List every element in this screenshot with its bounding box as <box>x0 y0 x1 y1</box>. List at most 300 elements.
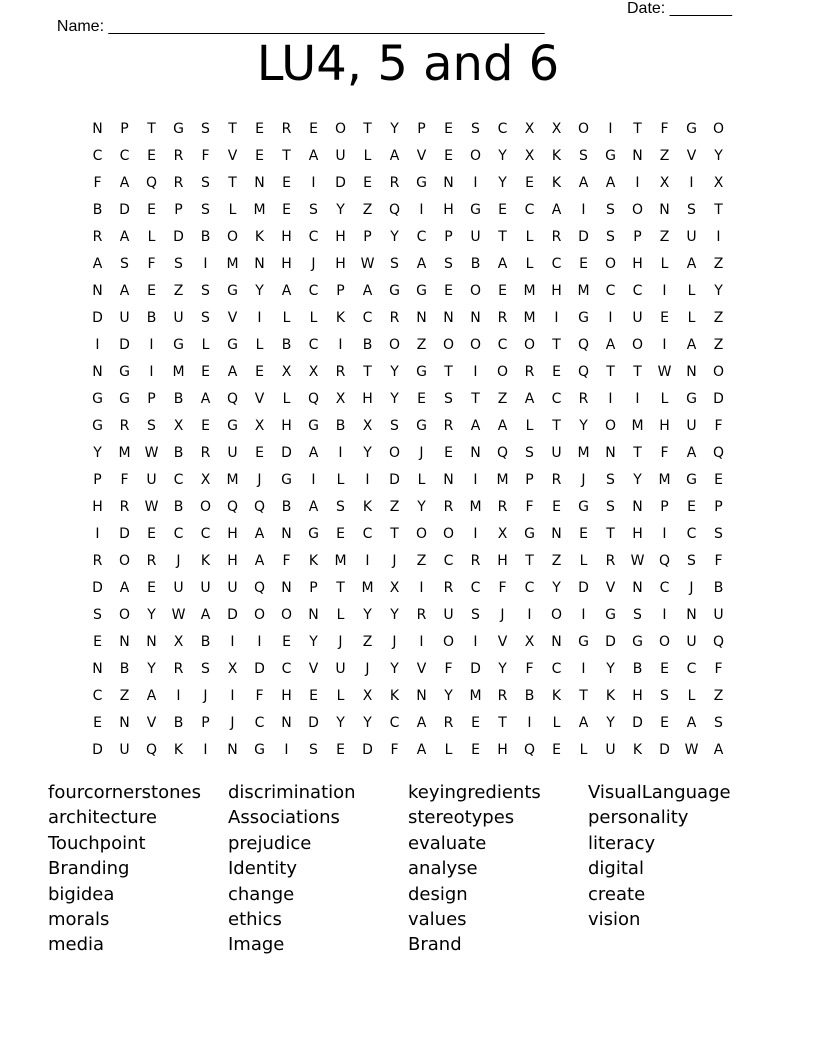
grid-cell[interactable]: H <box>443 201 454 218</box>
grid-cell[interactable]: I <box>581 660 586 677</box>
grid-cell[interactable]: C <box>443 552 454 569</box>
grid-cell[interactable]: I <box>284 741 289 758</box>
grid-cell[interactable]: I <box>257 633 262 650</box>
grid-cell[interactable]: A <box>605 174 616 191</box>
grid-cell[interactable]: Y <box>498 660 507 677</box>
grid-cell[interactable]: K <box>605 687 616 704</box>
grid-cell[interactable]: E <box>552 741 561 758</box>
grid-cell[interactable]: I <box>230 633 235 650</box>
grid-cell[interactable]: Q <box>307 390 320 407</box>
grid-cell[interactable]: T <box>579 687 588 704</box>
grid-cell[interactable]: E <box>498 201 507 218</box>
grid-cell[interactable]: P <box>147 390 156 407</box>
grid-cell[interactable]: A <box>416 255 427 272</box>
grid-cell[interactable]: V <box>308 660 319 677</box>
grid-cell[interactable]: E <box>579 255 588 272</box>
grid-cell[interactable]: L <box>552 714 561 731</box>
grid-cell[interactable]: R <box>389 174 400 191</box>
grid-cell[interactable]: Y <box>363 606 372 623</box>
grid-cell[interactable]: T <box>282 147 291 164</box>
grid-cell[interactable]: W <box>171 606 186 623</box>
grid-cell[interactable]: Y <box>417 498 426 515</box>
grid-cell[interactable]: N <box>281 525 292 542</box>
grid-cell[interactable]: D <box>254 660 265 677</box>
grid-cell[interactable]: D <box>659 741 670 758</box>
grid-cell[interactable]: N <box>632 498 643 515</box>
grid-cell[interactable]: E <box>552 363 561 380</box>
grid-cell[interactable]: C <box>659 579 670 596</box>
grid-cell[interactable]: Q <box>577 336 590 353</box>
grid-cell[interactable]: E <box>147 201 156 218</box>
grid-cell[interactable]: B <box>470 255 481 272</box>
grid-cell[interactable]: X <box>524 120 535 137</box>
grid-cell[interactable]: D <box>362 741 373 758</box>
grid-cell[interactable]: L <box>336 606 345 623</box>
grid-cell[interactable]: S <box>606 498 615 515</box>
grid-cell[interactable]: B <box>632 660 643 677</box>
grid-cell[interactable]: N <box>146 633 157 650</box>
grid-cell[interactable]: Q <box>577 363 590 380</box>
grid-cell[interactable]: C <box>632 282 643 299</box>
grid-cell[interactable]: Y <box>363 444 372 461</box>
grid-cell[interactable]: I <box>338 336 343 353</box>
grid-cell[interactable]: E <box>147 579 156 596</box>
grid-cell[interactable]: L <box>228 201 237 218</box>
grid-cell[interactable]: W <box>630 552 645 569</box>
grid-cell[interactable]: R <box>173 147 184 164</box>
grid-cell[interactable]: E <box>552 498 561 515</box>
grid-cell[interactable]: Y <box>390 390 399 407</box>
grid-cell[interactable]: O <box>604 255 617 272</box>
grid-cell[interactable]: Z <box>362 633 373 650</box>
grid-cell[interactable]: Y <box>147 606 156 623</box>
grid-cell[interactable]: I <box>581 201 586 218</box>
grid-cell[interactable]: G <box>578 498 589 515</box>
grid-cell[interactable]: H <box>227 525 238 542</box>
grid-cell[interactable]: Y <box>309 633 318 650</box>
grid-cell[interactable]: G <box>308 525 319 542</box>
grid-cell[interactable]: U <box>632 309 643 326</box>
grid-cell[interactable]: L <box>147 228 156 245</box>
grid-cell[interactable]: K <box>200 552 211 569</box>
grid-cell[interactable]: N <box>308 606 319 623</box>
grid-cell[interactable]: G <box>227 417 238 434</box>
grid-cell[interactable]: S <box>201 309 210 326</box>
grid-cell[interactable]: Z <box>659 147 670 164</box>
grid-cell[interactable]: Y <box>552 579 561 596</box>
grid-cell[interactable]: E <box>255 147 264 164</box>
grid-cell[interactable]: Y <box>390 228 399 245</box>
grid-cell[interactable]: Q <box>226 390 239 407</box>
grid-cell[interactable]: D <box>92 579 103 596</box>
grid-cell[interactable]: A <box>686 714 697 731</box>
grid-cell[interactable]: B <box>524 687 535 704</box>
grid-cell[interactable]: M <box>523 309 536 326</box>
grid-cell[interactable]: D <box>227 606 238 623</box>
grid-cell[interactable]: G <box>632 633 643 650</box>
grid-cell[interactable]: K <box>254 228 265 245</box>
grid-cell[interactable]: A <box>119 282 130 299</box>
grid-cell[interactable]: T <box>633 444 642 461</box>
grid-cell[interactable]: B <box>200 633 211 650</box>
grid-cell[interactable]: T <box>444 363 453 380</box>
grid-cell[interactable]: U <box>227 579 238 596</box>
grid-cell[interactable]: Z <box>416 552 427 569</box>
grid-cell[interactable]: G <box>686 120 697 137</box>
grid-cell[interactable]: L <box>660 255 669 272</box>
grid-cell[interactable]: G <box>119 390 130 407</box>
grid-cell[interactable]: F <box>255 687 264 704</box>
grid-cell[interactable]: K <box>173 741 184 758</box>
grid-cell[interactable]: A <box>470 417 481 434</box>
grid-cell[interactable]: A <box>416 714 427 731</box>
grid-cell[interactable]: A <box>416 741 427 758</box>
grid-cell[interactable]: L <box>363 147 372 164</box>
grid-cell[interactable]: L <box>579 741 588 758</box>
grid-cell[interactable]: O <box>712 120 725 137</box>
grid-cell[interactable]: M <box>577 444 590 461</box>
grid-cell[interactable]: K <box>308 552 319 569</box>
grid-cell[interactable]: I <box>176 687 181 704</box>
grid-cell[interactable]: Q <box>496 444 509 461</box>
grid-cell[interactable]: U <box>686 633 697 650</box>
grid-cell[interactable]: F <box>714 417 723 434</box>
grid-cell[interactable]: Q <box>523 741 536 758</box>
grid-cell[interactable]: O <box>415 525 428 542</box>
grid-cell[interactable]: M <box>172 363 185 380</box>
grid-cell[interactable]: L <box>687 282 696 299</box>
grid-cell[interactable]: N <box>659 201 670 218</box>
grid-cell[interactable]: Y <box>633 471 642 488</box>
grid-cell[interactable]: B <box>173 444 184 461</box>
grid-cell[interactable]: Q <box>712 633 725 650</box>
grid-cell[interactable]: R <box>335 363 346 380</box>
grid-cell[interactable]: A <box>227 363 238 380</box>
grid-cell[interactable]: N <box>632 579 643 596</box>
grid-cell[interactable]: V <box>254 390 265 407</box>
grid-cell[interactable]: S <box>336 498 345 515</box>
grid-cell[interactable]: Q <box>145 174 158 191</box>
name-field[interactable]: Name: _________________________________________________ <box>56 18 545 35</box>
grid-cell[interactable]: Z <box>713 309 724 326</box>
grid-cell[interactable]: L <box>660 390 669 407</box>
grid-cell[interactable]: M <box>523 282 536 299</box>
grid-cell[interactable]: L <box>336 471 345 488</box>
grid-cell[interactable]: A <box>578 174 589 191</box>
grid-cell[interactable]: B <box>173 498 184 515</box>
grid-cell[interactable]: S <box>714 525 723 542</box>
grid-cell[interactable]: Y <box>390 660 399 677</box>
grid-cell[interactable]: U <box>119 741 130 758</box>
grid-cell[interactable]: O <box>388 444 401 461</box>
grid-cell[interactable]: X <box>362 687 373 704</box>
grid-cell[interactable]: P <box>120 120 129 137</box>
grid-cell[interactable]: I <box>419 201 424 218</box>
grid-cell[interactable]: I <box>608 120 613 137</box>
grid-cell[interactable]: I <box>608 309 613 326</box>
grid-cell[interactable]: R <box>551 228 562 245</box>
grid-cell[interactable]: U <box>470 228 481 245</box>
grid-cell[interactable]: S <box>606 471 615 488</box>
grid-cell[interactable]: W <box>360 255 375 272</box>
grid-cell[interactable]: C <box>173 471 184 488</box>
grid-cell[interactable]: S <box>525 444 534 461</box>
grid-cell[interactable]: F <box>120 471 129 488</box>
grid-cell[interactable]: X <box>497 525 508 542</box>
grid-cell[interactable]: C <box>524 579 535 596</box>
grid-cell[interactable]: S <box>201 282 210 299</box>
grid-cell[interactable]: A <box>308 498 319 515</box>
grid-cell[interactable]: G <box>92 390 103 407</box>
grid-cell[interactable]: I <box>95 336 100 353</box>
grid-cell[interactable]: E <box>336 525 345 542</box>
grid-cell[interactable]: U <box>686 228 697 245</box>
grid-cell[interactable]: R <box>524 363 535 380</box>
grid-cell[interactable]: O <box>550 606 563 623</box>
grid-cell[interactable]: P <box>633 228 642 245</box>
grid-cell[interactable]: T <box>390 525 399 542</box>
grid-cell[interactable]: E <box>147 147 156 164</box>
grid-cell[interactable]: R <box>443 579 454 596</box>
grid-cell[interactable]: I <box>419 633 424 650</box>
grid-cell[interactable]: N <box>281 714 292 731</box>
grid-cell[interactable]: E <box>498 282 507 299</box>
grid-cell[interactable]: E <box>660 714 669 731</box>
grid-cell[interactable]: G <box>281 471 292 488</box>
grid-cell[interactable]: A <box>362 282 373 299</box>
grid-cell[interactable]: T <box>363 363 372 380</box>
grid-cell[interactable]: V <box>605 579 616 596</box>
grid-cell[interactable]: R <box>578 390 589 407</box>
grid-cell[interactable]: I <box>581 606 586 623</box>
grid-cell[interactable]: A <box>308 444 319 461</box>
grid-cell[interactable]: Y <box>606 714 615 731</box>
grid-cell[interactable]: I <box>527 606 532 623</box>
grid-cell[interactable]: S <box>471 120 480 137</box>
grid-cell[interactable]: E <box>255 120 264 137</box>
grid-cell[interactable]: R <box>497 309 508 326</box>
grid-cell[interactable]: X <box>713 174 724 191</box>
grid-cell[interactable]: N <box>119 633 130 650</box>
grid-cell[interactable]: H <box>632 525 643 542</box>
grid-cell[interactable]: S <box>201 660 210 677</box>
grid-cell[interactable]: I <box>257 309 262 326</box>
grid-cell[interactable]: E <box>471 741 480 758</box>
grid-cell[interactable]: L <box>282 390 291 407</box>
grid-cell[interactable]: D <box>119 525 130 542</box>
grid-cell[interactable]: E <box>579 525 588 542</box>
grid-cell[interactable]: T <box>363 120 372 137</box>
grid-cell[interactable]: S <box>201 174 210 191</box>
grid-cell[interactable]: I <box>311 174 316 191</box>
grid-cell[interactable]: V <box>146 714 157 731</box>
grid-cell[interactable]: G <box>119 363 130 380</box>
grid-cell[interactable]: Q <box>253 579 266 596</box>
grid-cell[interactable]: B <box>92 201 103 218</box>
grid-cell[interactable]: S <box>606 201 615 218</box>
grid-cell[interactable]: K <box>362 498 373 515</box>
grid-cell[interactable]: O <box>496 363 509 380</box>
grid-cell[interactable]: N <box>92 660 103 677</box>
grid-cell[interactable]: G <box>416 417 427 434</box>
grid-cell[interactable]: E <box>417 390 426 407</box>
grid-cell[interactable]: D <box>308 714 319 731</box>
grid-cell[interactable]: L <box>444 741 453 758</box>
grid-cell[interactable]: X <box>362 417 373 434</box>
grid-cell[interactable]: I <box>662 336 667 353</box>
grid-cell[interactable]: P <box>174 201 183 218</box>
grid-cell[interactable]: Z <box>497 390 508 407</box>
grid-cell[interactable]: J <box>689 579 694 596</box>
grid-cell[interactable]: I <box>149 363 154 380</box>
grid-cell[interactable]: D <box>578 579 589 596</box>
grid-cell[interactable]: Q <box>226 498 239 515</box>
grid-cell[interactable]: A <box>200 390 211 407</box>
grid-cell[interactable]: O <box>199 498 212 515</box>
grid-cell[interactable]: L <box>687 309 696 326</box>
grid-cell[interactable]: E <box>309 687 318 704</box>
grid-cell[interactable]: I <box>635 390 640 407</box>
grid-cell[interactable]: M <box>631 417 644 434</box>
grid-cell[interactable]: X <box>173 417 184 434</box>
grid-cell[interactable]: T <box>606 363 615 380</box>
grid-cell[interactable]: A <box>497 255 508 272</box>
grid-cell[interactable]: S <box>390 255 399 272</box>
grid-cell[interactable]: C <box>119 147 130 164</box>
grid-cell[interactable]: C <box>497 120 508 137</box>
grid-cell[interactable]: O <box>442 336 455 353</box>
grid-cell[interactable]: O <box>442 633 455 650</box>
grid-cell[interactable]: F <box>714 660 723 677</box>
grid-cell[interactable]: M <box>361 579 374 596</box>
grid-cell[interactable]: T <box>606 525 615 542</box>
grid-cell[interactable]: S <box>606 228 615 245</box>
grid-cell[interactable]: S <box>579 147 588 164</box>
grid-cell[interactable]: G <box>173 336 184 353</box>
grid-cell[interactable]: N <box>605 444 616 461</box>
grid-cell[interactable]: Z <box>416 336 427 353</box>
grid-cell[interactable]: H <box>497 741 508 758</box>
grid-cell[interactable]: D <box>713 390 724 407</box>
grid-cell[interactable]: C <box>470 579 481 596</box>
grid-cell[interactable]: V <box>227 147 238 164</box>
grid-cell[interactable]: I <box>608 390 613 407</box>
grid-cell[interactable]: O <box>253 606 266 623</box>
grid-cell[interactable]: A <box>146 687 157 704</box>
grid-cell[interactable]: F <box>714 552 723 569</box>
grid-cell[interactable]: G <box>578 309 589 326</box>
grid-cell[interactable]: R <box>173 660 184 677</box>
grid-cell[interactable]: U <box>146 471 157 488</box>
grid-cell[interactable]: N <box>254 174 265 191</box>
grid-cell[interactable]: U <box>713 606 724 623</box>
grid-cell[interactable]: A <box>254 552 265 569</box>
grid-cell[interactable]: I <box>635 174 640 191</box>
grid-cell[interactable]: D <box>119 336 130 353</box>
grid-cell[interactable]: L <box>687 687 696 704</box>
grid-cell[interactable]: H <box>335 255 346 272</box>
grid-cell[interactable]: A <box>605 336 616 353</box>
grid-cell[interactable]: C <box>308 282 319 299</box>
grid-cell[interactable]: L <box>201 336 210 353</box>
grid-cell[interactable]: J <box>311 255 316 272</box>
grid-cell[interactable]: W <box>144 444 159 461</box>
grid-cell[interactable]: N <box>92 120 103 137</box>
grid-cell[interactable]: I <box>95 525 100 542</box>
grid-cell[interactable]: C <box>497 336 508 353</box>
grid-cell[interactable]: C <box>551 255 562 272</box>
grid-cell[interactable]: N <box>443 174 454 191</box>
grid-cell[interactable]: S <box>633 606 642 623</box>
grid-cell[interactable]: I <box>473 633 478 650</box>
grid-cell[interactable]: S <box>120 255 129 272</box>
grid-cell[interactable]: I <box>473 525 478 542</box>
grid-cell[interactable]: D <box>173 228 184 245</box>
grid-cell[interactable]: E <box>93 714 102 731</box>
grid-cell[interactable]: O <box>118 552 131 569</box>
grid-cell[interactable]: A <box>92 255 103 272</box>
grid-cell[interactable]: T <box>552 417 561 434</box>
grid-cell[interactable]: C <box>524 201 535 218</box>
grid-cell[interactable]: C <box>308 228 319 245</box>
grid-cell[interactable]: A <box>308 147 319 164</box>
grid-cell[interactable]: C <box>308 336 319 353</box>
grid-cell[interactable]: P <box>309 579 318 596</box>
grid-cell[interactable]: E <box>201 417 210 434</box>
grid-cell[interactable]: R <box>146 552 157 569</box>
grid-cell[interactable]: A <box>389 147 400 164</box>
grid-cell[interactable]: I <box>365 552 370 569</box>
grid-cell[interactable]: E <box>147 525 156 542</box>
grid-cell[interactable]: E <box>660 660 669 677</box>
grid-cell[interactable]: M <box>469 687 482 704</box>
grid-cell[interactable]: J <box>365 660 370 677</box>
grid-cell[interactable]: K <box>389 687 400 704</box>
grid-cell[interactable]: W <box>657 363 672 380</box>
grid-cell[interactable]: S <box>201 201 210 218</box>
grid-cell[interactable]: G <box>308 417 319 434</box>
grid-cell[interactable]: J <box>581 471 586 488</box>
grid-cell[interactable]: M <box>658 471 671 488</box>
grid-cell[interactable]: T <box>147 120 156 137</box>
grid-cell[interactable]: S <box>471 606 480 623</box>
grid-cell[interactable]: S <box>687 552 696 569</box>
grid-cell[interactable]: S <box>444 390 453 407</box>
grid-cell[interactable]: Z <box>713 255 724 272</box>
grid-cell[interactable]: B <box>173 390 184 407</box>
grid-cell[interactable]: Y <box>714 282 723 299</box>
grid-cell[interactable]: X <box>227 660 238 677</box>
grid-cell[interactable]: E <box>525 174 534 191</box>
grid-cell[interactable]: U <box>335 660 346 677</box>
grid-cell[interactable]: Y <box>498 147 507 164</box>
grid-cell[interactable]: U <box>173 579 184 596</box>
grid-cell[interactable]: S <box>444 255 453 272</box>
grid-cell[interactable]: H <box>632 255 643 272</box>
grid-cell[interactable]: P <box>525 471 534 488</box>
grid-cell[interactable]: C <box>389 714 400 731</box>
grid-cell[interactable]: A <box>119 174 130 191</box>
grid-cell[interactable]: Q <box>658 552 671 569</box>
grid-cell[interactable]: T <box>633 363 642 380</box>
grid-cell[interactable]: Q <box>145 741 158 758</box>
grid-cell[interactable]: S <box>309 201 318 218</box>
grid-cell[interactable]: R <box>416 606 427 623</box>
grid-cell[interactable]: T <box>552 336 561 353</box>
grid-cell[interactable]: O <box>523 336 536 353</box>
grid-cell[interactable]: W <box>684 741 699 758</box>
grid-cell[interactable]: G <box>686 471 697 488</box>
